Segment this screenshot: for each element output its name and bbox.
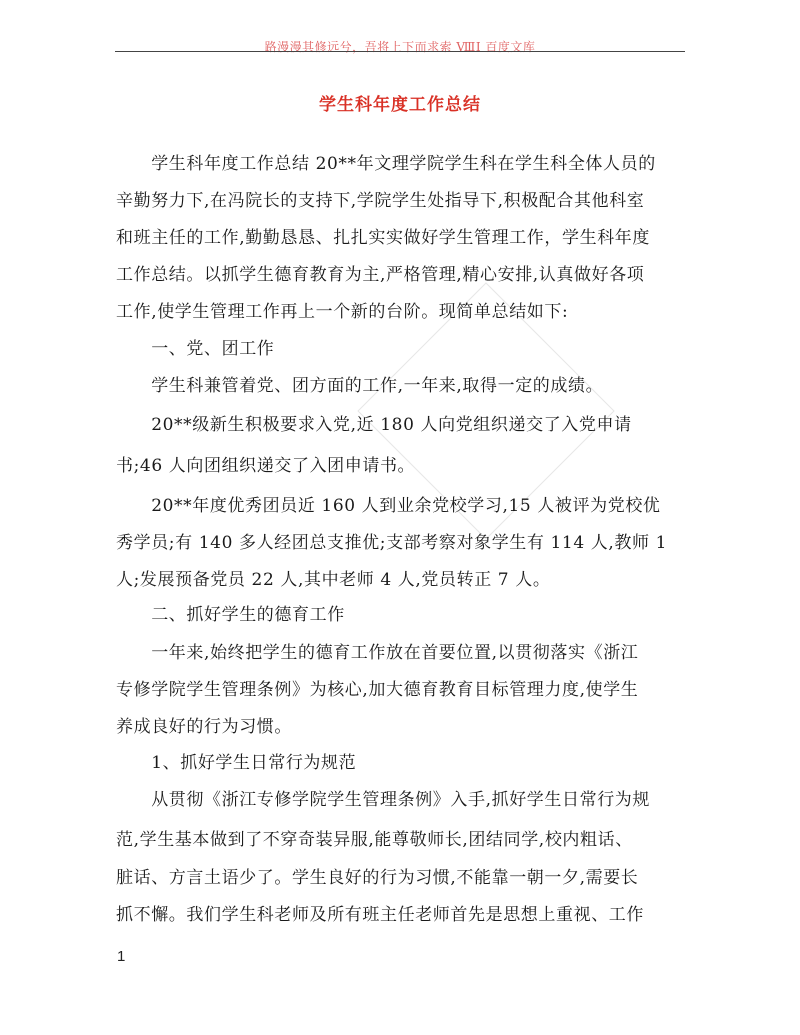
document-title: 学生科年度工作总结 bbox=[319, 95, 481, 115]
paragraph-line: 脏话、方言土语少了。学生良好的行为习惯,不能靠一朝一夕,需要长 bbox=[116, 868, 639, 888]
paragraph-line: 工作总结。以抓学生德育教育为主,严格管理,精心安排,认真做好各项 bbox=[116, 265, 645, 285]
header-divider bbox=[115, 51, 685, 52]
paragraph-line: 20**年度优秀团员近 160 人到业余党校学习,15 人被评为党校优 bbox=[116, 496, 661, 516]
paragraph-line: 辛勤努力下,在冯院长的支持下,学院学生处指导下,积极配合其他科室 bbox=[116, 191, 645, 211]
paragraph-line: 范,学生基本做到了不穿奇装异服,能尊敬师长,团结同学,校内粗话、 bbox=[116, 830, 633, 850]
paragraph-line: 人;发展预备党员 22 人,其中老师 4 人,党员转正 7 人。 bbox=[116, 570, 551, 590]
paragraph-line: 秀学员;有 140 多人经团总支推优;支部考察对象学生有 114 人,教师 1 bbox=[116, 533, 667, 553]
section-heading: 一、党、团工作 bbox=[116, 339, 275, 359]
paragraph-line: 养成良好的行为习惯。 bbox=[116, 717, 292, 737]
paragraph-line: 和班主任的工作,勤勤恳恳、扎扎实实做好学生管理工作，学生科年度 bbox=[116, 228, 651, 248]
header-watermark-text: 路漫漫其修远兮，吾将上下而求索 ⅧⅠ 百度文库 bbox=[264, 40, 536, 54]
paragraph-line: 学生科年度工作总结 20**年文理学院学生科在学生科全体人员的 bbox=[116, 154, 656, 174]
page-number: 1 bbox=[117, 948, 126, 965]
paragraph-line: 抓不懈。我们学生科老师及所有班主任老师首先是思想上重视、工作 bbox=[116, 905, 644, 925]
paragraph-line: 专修学院学生管理条例》为核心,加大德育教育目标管理力度,使学生 bbox=[116, 680, 639, 700]
paragraph-line: 书;46 人向团组织递交了入团申请书。 bbox=[116, 456, 416, 476]
paragraph-line: 一年来,始终把学生的德育工作放在首要位置,以贯彻落实《浙江 bbox=[116, 643, 639, 663]
paragraph-line: 20**级新生积极要求入党,近 180 人向党组织递交了入党申请 bbox=[116, 415, 632, 435]
paragraph-line: 工作,使学生管理工作再上一个新的台阶。现简单总结如下: bbox=[116, 302, 569, 322]
paragraph-line: 从贯彻《浙江专修学院学生管理条例》入手,抓好学生日常行为规 bbox=[116, 790, 651, 810]
section-heading: 二、抓好学生的德育工作 bbox=[116, 605, 345, 625]
paragraph-line: 学生科兼管着党、团方面的工作,一年来,取得一定的成绩。 bbox=[116, 376, 604, 396]
subsection-heading: 1、抓好学生日常行为规范 bbox=[116, 753, 357, 773]
